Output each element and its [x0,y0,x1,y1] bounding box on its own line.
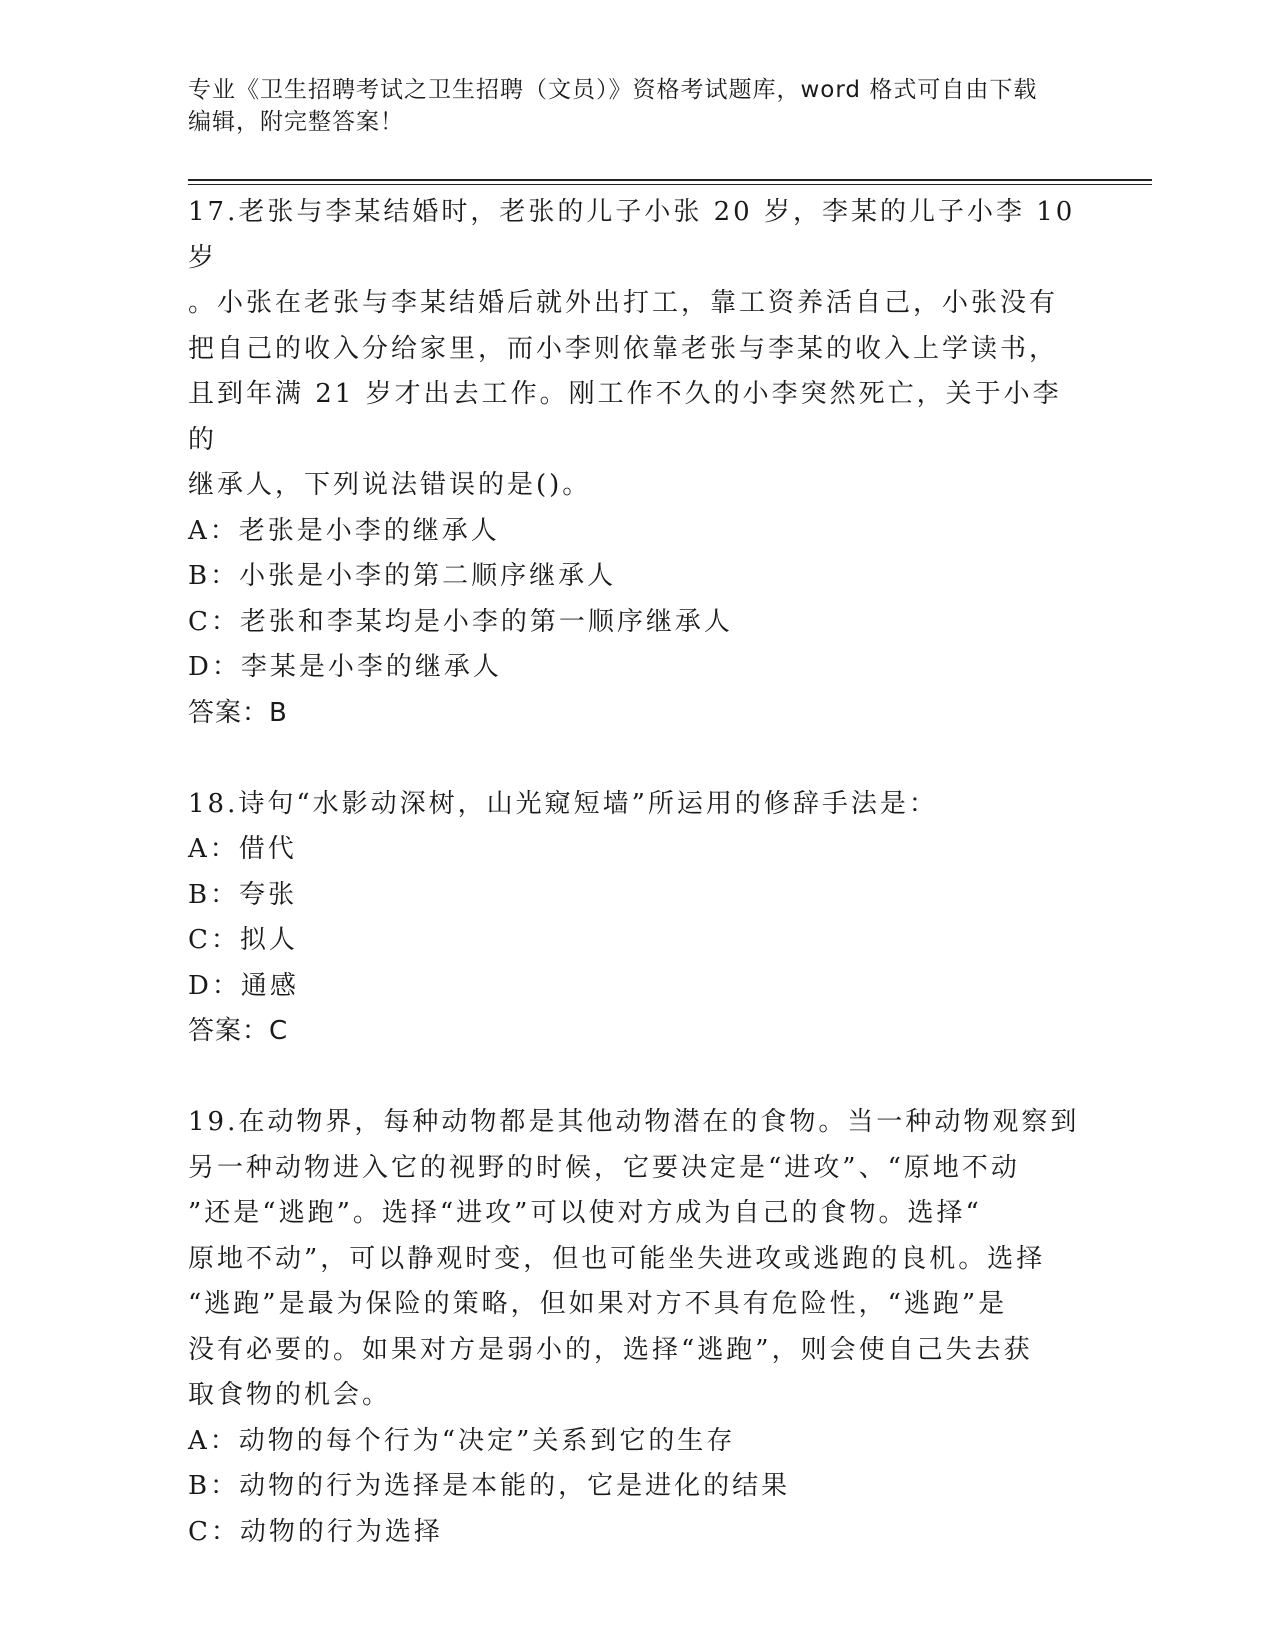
option-b: B：夸张 [188,879,298,910]
header-line-1: 专业《卫生招聘考试之卫生招聘（文员）》资格考试题库，word 格式可自由下载 [188,77,1038,103]
question-spacer [188,1055,1088,1101]
question-19 [188,1100,1088,1555]
header-line-2: 编辑，附完整答案！ [188,109,404,135]
question-stem-line: “逃跑”是最为保险的策略，但如果对方不具有危险性，“逃跑”是 [188,1289,1008,1319]
option-d: D：通感 [188,970,299,1001]
question-stem-line: 且到年满 21 岁才出去工作。刚工作不久的小李突然死亡，关于小李的 [188,379,1062,455]
question-stem-line: 。小张在老张与李某结婚后就外出打工，靠工资养活自己，小张没有 [188,288,1059,318]
option-b: B：小张是小李的第二顺序继承人 [188,561,617,591]
option-a: A：动物的每个行为“决定”关系到它的生存 [188,1425,736,1456]
document-header [188,74,1068,138]
question-stem-line: 没有必要的。如果对方是弱小的，选择“逃跑”，则会使自己失去获 [188,1334,1033,1365]
question-stem-line: 19.在动物界，每种动物都是其他动物潜在的食物。当一种动物观察到 [188,1107,1080,1137]
answer-line: 答案：B [188,697,288,728]
question-stem-line: 取食物的机会。 [188,1380,392,1410]
option-b: B：动物的行为选择是本能的，它是进化的结果 [188,1471,791,1501]
option-c: C：老张和李某均是小李的第一顺序继承人 [188,606,733,637]
header-divider-thin [188,184,1152,185]
option-c: C：动物的行为选择 [188,1516,443,1547]
header-divider-thick [188,179,1152,181]
option-c: C：拟人 [188,925,298,955]
question-stem-line: 原地不动”，可以静观时变，但也可能坐失进攻或逃跑的良机。选择 [188,1243,1046,1274]
question-17 [188,190,1088,736]
option-a: A：老张是小李的继承人 [188,515,500,546]
question-stem-line: 另一种动物进入它的视野的时候，它要决定是“进攻”、“原地不动 [188,1152,1020,1183]
question-list [188,190,1088,1555]
question-18 [188,782,1088,1055]
question-stem-line: 17.老张与李某结婚时，老张的儿子小张 20 岁，李某的儿子小李 10 岁 [188,197,1076,273]
question-stem-line: 把自己的收入分给家里，而小李则依靠老张与李某的收入上学读书， [188,333,1059,364]
answer-line: 答案：C [188,1016,289,1046]
question-stem-line: 继承人，下列说法错误的是()。 [188,470,592,500]
question-stem-line: 18.诗句“水影动深树，山光窥短墙”所运用的修辞手法是： [188,788,938,819]
question-spacer [188,736,1088,782]
option-a: A：借代 [188,834,297,864]
question-stem-line: ”还是“逃跑”。选择“进攻”可以使对方成为自己的食物。选择“ [188,1198,982,1228]
option-d: D：李某是小李的继承人 [188,652,502,682]
